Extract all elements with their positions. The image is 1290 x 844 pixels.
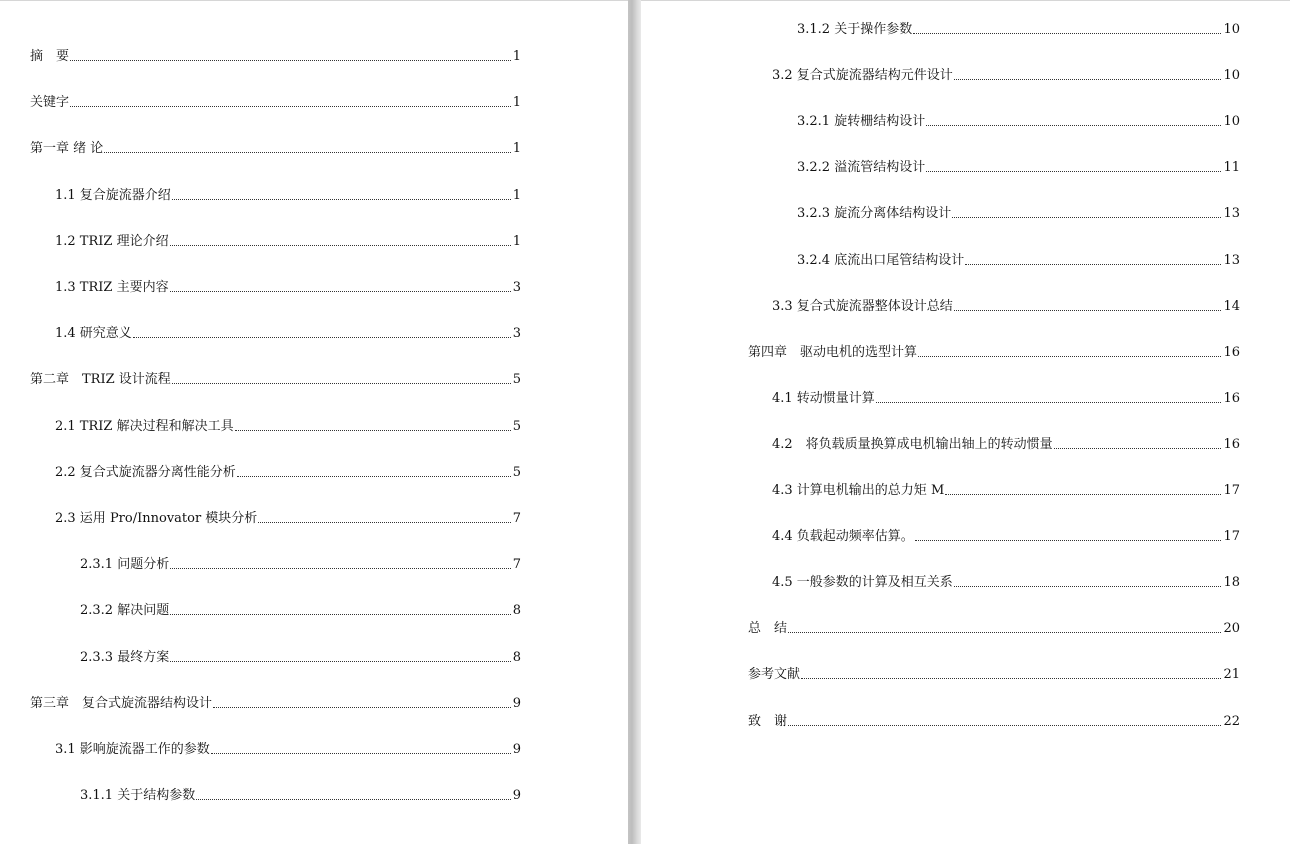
- toc-page-number: 17: [1223, 483, 1240, 498]
- toc-page-number: 7: [512, 511, 521, 526]
- toc-page-number: 10: [1223, 22, 1240, 37]
- toc-dot-leader: [915, 540, 1222, 541]
- toc-dot-leader: [954, 586, 1222, 587]
- toc-page-number: 13: [1223, 206, 1240, 222]
- toc-entry-label: 3.1.2 关于操作参数: [797, 22, 913, 37]
- toc-entry-label: 1.4 研究意义: [55, 326, 132, 342]
- toc-dot-leader: [170, 568, 511, 569]
- toc-entry[interactable]: [55, 462, 521, 480]
- toc-entry[interactable]: [80, 600, 521, 618]
- toc-entry-label: 2.3.1 问题分析: [80, 557, 170, 573]
- toc-page-number: 3: [512, 280, 521, 295]
- toc-entry[interactable]: [80, 785, 521, 803]
- toc-entry-label: 第二章 TRIZ 设计流程: [30, 372, 171, 388]
- toc-page-number: 3: [512, 326, 521, 342]
- toc-entry[interactable]: [55, 185, 521, 203]
- toc-dot-leader: [170, 614, 511, 615]
- toc-entry[interactable]: [55, 323, 521, 341]
- toc-entry-label: 2.3.2 解决问题: [80, 603, 170, 619]
- toc-dot-leader: [237, 476, 511, 477]
- toc-entry-label: 致 谢: [748, 713, 788, 729]
- toc-entry[interactable]: [772, 480, 1240, 498]
- toc-dot-leader: [965, 264, 1221, 265]
- toc-entry[interactable]: [80, 647, 521, 665]
- toc-dot-leader: [954, 310, 1222, 311]
- toc-entry[interactable]: [797, 19, 1240, 37]
- toc-entry[interactable]: [772, 65, 1240, 83]
- toc-entry[interactable]: [30, 92, 521, 110]
- toc-entry-label: 第一章 绪 论: [30, 141, 104, 157]
- toc-dot-leader: [104, 152, 510, 153]
- toc-entry[interactable]: [772, 526, 1240, 544]
- toc-entry[interactable]: [55, 231, 521, 249]
- toc-page-number: 1: [512, 141, 521, 157]
- toc-entry[interactable]: [797, 250, 1240, 268]
- toc-dot-leader: [172, 199, 511, 200]
- toc-dot-leader: [788, 632, 1221, 633]
- toc-entry-label: 1.2 TRIZ 理论介绍: [55, 233, 169, 249]
- toc-dot-leader: [133, 337, 511, 338]
- toc-entry-label: 3.2.2 溢流管结构设计: [797, 160, 926, 176]
- toc-entry-label: 第四章 驱动电机的选型计算: [748, 344, 918, 360]
- toc-page-number: 21: [1223, 667, 1240, 683]
- toc-dot-leader: [945, 494, 1221, 495]
- toc-dot-leader: [213, 707, 511, 708]
- toc-entry[interactable]: [748, 711, 1240, 729]
- toc-entry-label: 3.2 复合式旋流器结构元件设计: [772, 68, 953, 84]
- toc-entry[interactable]: [30, 138, 521, 156]
- toc-page-number: 9: [512, 788, 521, 804]
- toc-entry-label: 4.4 负载起动频率估算。: [772, 529, 914, 545]
- toc-dot-leader: [211, 753, 511, 754]
- toc-entry-label: 4.1 转动惯量计算: [772, 390, 875, 406]
- document-page-left: [0, 0, 628, 844]
- toc-dot-leader: [70, 106, 511, 107]
- toc-dot-leader: [172, 383, 511, 384]
- toc-dot-leader: [170, 291, 511, 292]
- toc-page-number: 8: [512, 603, 521, 619]
- toc-page-number: 18: [1223, 575, 1240, 591]
- toc-dot-leader: [196, 799, 511, 800]
- toc-entry-label: 3.1 影响旋流器工作的参数: [55, 742, 210, 757]
- toc-dot-leader: [926, 171, 1221, 172]
- document-page-right: [641, 0, 1290, 844]
- toc-entry-label: 参考文献: [748, 667, 801, 683]
- toc-entry-label: 1.1 复合旋流器介绍: [55, 187, 171, 203]
- toc-entry[interactable]: [55, 416, 521, 434]
- toc-dot-leader: [170, 661, 511, 662]
- toc-entry[interactable]: [772, 434, 1240, 452]
- toc-entry[interactable]: [748, 618, 1240, 636]
- toc-dot-leader: [913, 33, 1221, 34]
- toc-entry-label: 1.3 TRIZ 主要内容: [55, 280, 169, 295]
- toc-entry[interactable]: [797, 111, 1240, 129]
- toc-entry[interactable]: [797, 157, 1240, 175]
- toc-page-number: 10: [1223, 68, 1240, 84]
- toc-dot-leader: [170, 245, 511, 246]
- toc-page-number: 5: [512, 418, 521, 434]
- page-gutter: [628, 0, 641, 844]
- toc-dot-leader: [918, 356, 1221, 357]
- toc-page-number: 1: [512, 187, 521, 203]
- toc-entry-label: 摘 要: [30, 49, 70, 64]
- toc-entry[interactable]: [748, 664, 1240, 682]
- toc-entry-label: 4.5 一般参数的计算及相互关系: [772, 575, 953, 591]
- toc-page-number: 11: [1223, 160, 1240, 176]
- toc-page-number: 22: [1223, 713, 1240, 729]
- toc-entry-label: 3.2.4 底流出口尾管结构设计: [797, 252, 965, 268]
- toc-page-number: 14: [1223, 298, 1240, 314]
- toc-page-number: 20: [1223, 621, 1240, 637]
- toc-entry[interactable]: [797, 203, 1240, 221]
- toc-entry-label: 3.2.3 旋流分离体结构设计: [797, 206, 952, 222]
- toc-entry-label: 总 结: [748, 621, 788, 637]
- toc-entry[interactable]: [30, 693, 521, 711]
- toc-entry[interactable]: [748, 342, 1240, 360]
- toc-page-number: 13: [1223, 252, 1240, 268]
- toc-page-number: 17: [1223, 529, 1240, 545]
- toc-page-number: 16: [1223, 390, 1240, 406]
- toc-entry-label: 关键字: [30, 95, 70, 111]
- toc-entry-label: 3.3 复合式旋流器整体设计总结: [772, 298, 953, 314]
- toc-entry-label: 3.2.1 旋转栅结构设计: [797, 114, 926, 130]
- toc-dot-leader: [876, 402, 1222, 403]
- toc-dot-leader: [70, 60, 511, 61]
- toc-page-number: 16: [1223, 436, 1240, 452]
- toc-page-number: 5: [512, 372, 521, 388]
- toc-dot-leader: [258, 522, 510, 523]
- toc-entry-label: 第三章 复合式旋流器结构设计: [30, 695, 213, 711]
- toc-entry-label: 3.1.1 关于结构参数: [80, 788, 196, 804]
- toc-entry-label: 2.3.3 最终方案: [80, 649, 170, 665]
- toc-page-number: 5: [512, 464, 521, 480]
- toc-page-number: 10: [1223, 114, 1240, 130]
- toc-page-number: 8: [512, 649, 521, 665]
- toc-entry-label: 2.2 复合式旋流器分离性能分析: [55, 464, 236, 480]
- toc-entry[interactable]: [30, 46, 521, 64]
- toc-entry[interactable]: [80, 554, 521, 572]
- toc-page-number: 7: [512, 557, 521, 573]
- toc-entry-label: 2.3 运用 Pro/Innovator 模块分析: [55, 511, 258, 526]
- toc-entry-label: 4.2 将负载质量换算成电机输出轴上的转动惯量: [772, 436, 1053, 452]
- toc-dot-leader: [1054, 448, 1222, 449]
- toc-dot-leader: [926, 125, 1221, 126]
- toc-page-number: 1: [512, 95, 521, 111]
- toc-entry[interactable]: [55, 508, 521, 526]
- toc-dot-leader: [952, 217, 1221, 218]
- toc-page-number: 9: [512, 742, 521, 757]
- toc-entry-label: 2.1 TRIZ 解决过程和解决工具: [55, 418, 234, 434]
- toc-entry-label: 4.3 计算电机输出的总力矩 M: [772, 483, 945, 498]
- toc-dot-leader: [954, 79, 1222, 80]
- toc-entry[interactable]: [772, 296, 1240, 314]
- toc-page-number: 1: [512, 233, 521, 249]
- toc-entry[interactable]: [772, 388, 1240, 406]
- toc-entry[interactable]: [55, 739, 521, 757]
- toc-page-number: 1: [512, 49, 521, 64]
- toc-entry[interactable]: [30, 369, 521, 387]
- toc-entry[interactable]: [55, 277, 521, 295]
- toc-dot-leader: [801, 678, 1221, 679]
- toc-entry[interactable]: [772, 572, 1240, 590]
- toc-dot-leader: [788, 725, 1221, 726]
- toc-dot-leader: [235, 430, 511, 431]
- toc-page-number: 9: [512, 695, 521, 711]
- toc-page-number: 16: [1223, 344, 1240, 360]
